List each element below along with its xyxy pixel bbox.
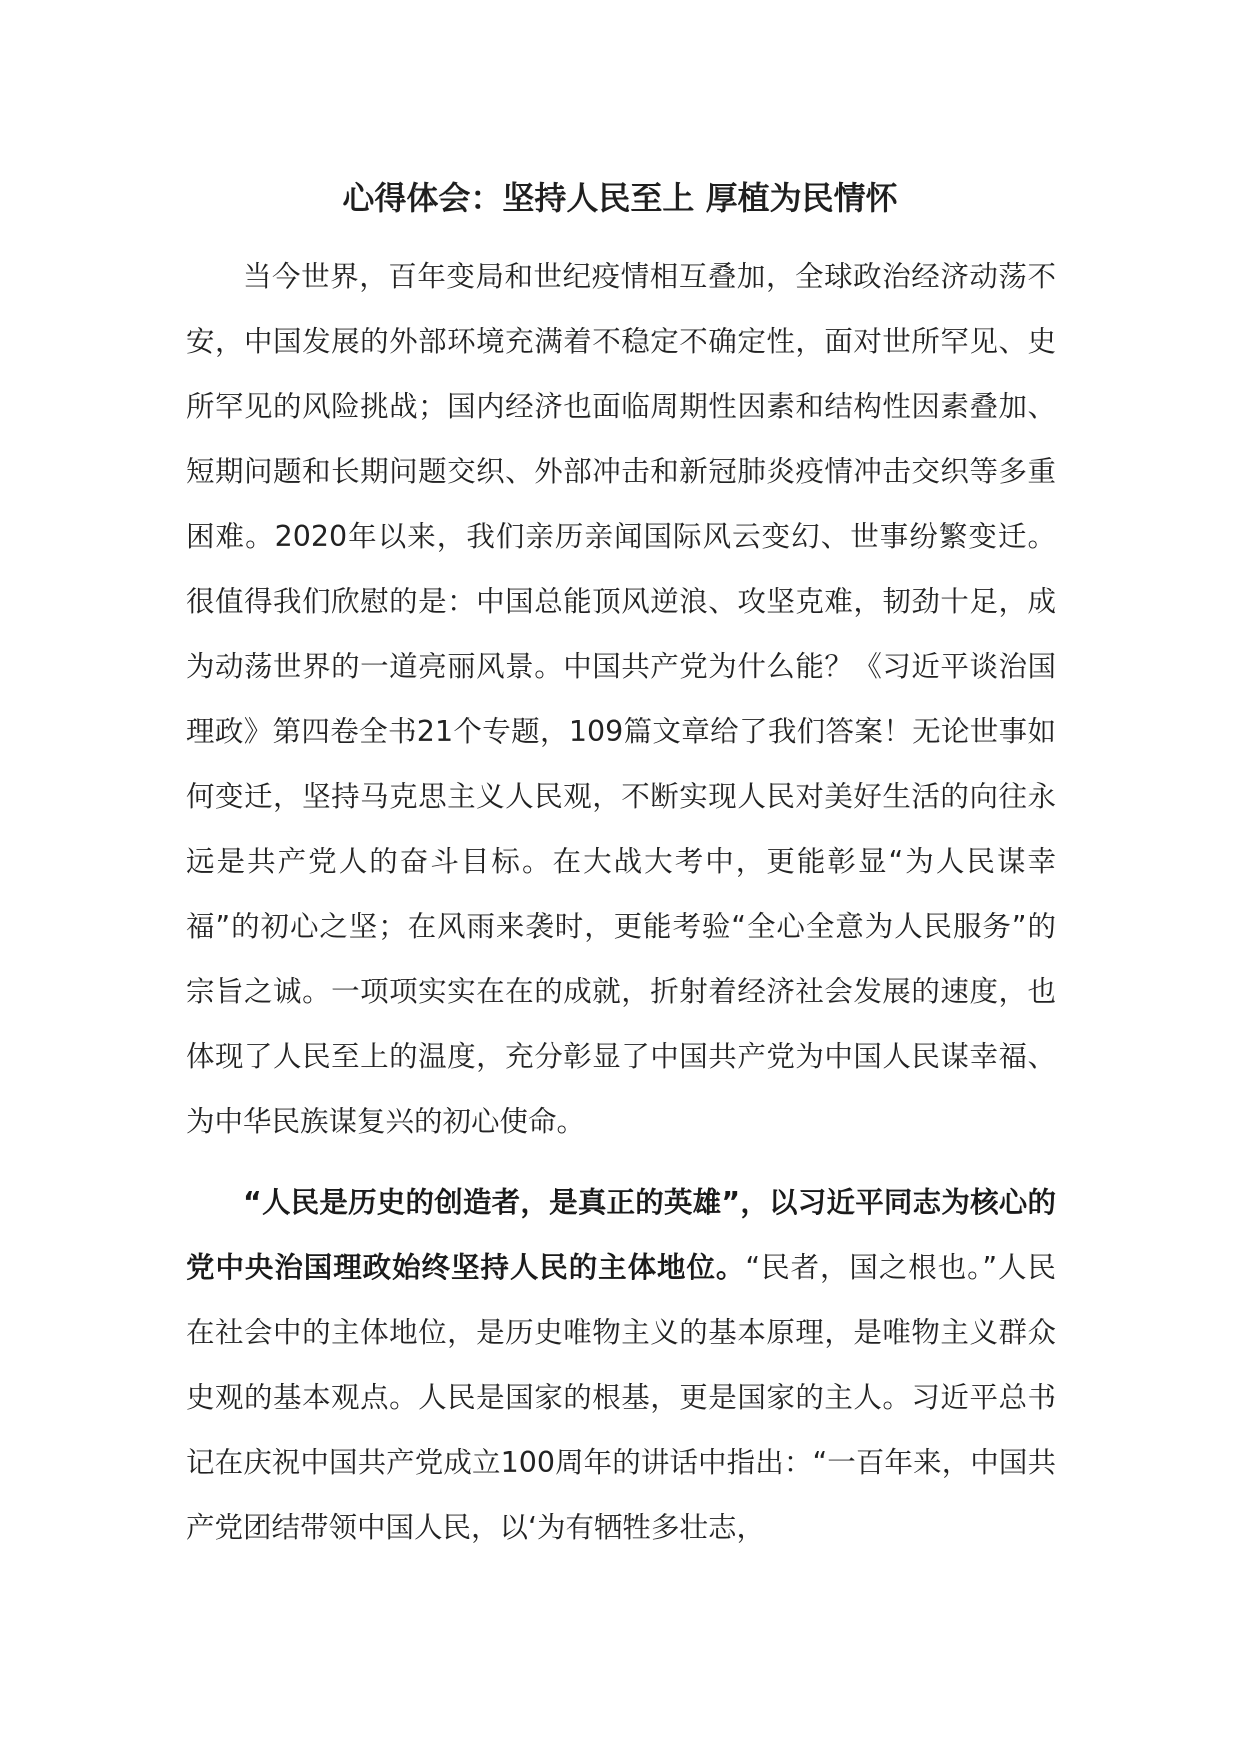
document-title: 心得体会：坚持人民至上 厚植为民情怀 xyxy=(342,179,898,217)
paragraph-1: 当今世界，百年变局和世纪疫情相互叠加，全球政治经济动荡不安，中国发展的外部环境充满着不稳定不确定性，面对世所罕见、史所罕见的风险挑战；国内经济也面临周期性因素和结构性因素叠加、短期问题和长期问题交织、外部冲击和新冠肺炎疫情冲击交织等多重困难。2020年以来，我们亲历亲闻国际风云变幻、世事纷繁变迁。很值得我们欣慰的是：中国总能顶风逆浪、攻坚克难，韧劲十足，成为动荡世界的一道亮丽风景。中国共产党为什么能？《习近平谈治国理政》第四卷全书21个专题，109篇文章给了我们答案！无论世事如何变迁，坚持马克思主义人民观，不断实现人民对美好生活的向往永远是共产党人的奋斗目标。在大战大考中，更能彰显“为人民谋幸福”的初心之坚；在风雨来袭时，更能考验“全心全意为人民服务”的宗旨之诚。一项项实实在在的成就，折射着经济社会发展的速度，也体现了人民至上的温度，充分彰显了中国共产党为中国人民谋幸福、为中华民族谋复兴的初心使命。 xyxy=(186,260,1056,1138)
paragraph-2 xyxy=(186,1170,1056,1560)
paragraph-2-text: “民者，国之根也。”人民在社会中的主体地位，是历史唯物主义的基本原理，是唯物主义群众史观的基本观点。人民是国家的根基，更是国家的主人。习近平总书记在庆祝中国共产党成立100周年的讲话中指出：“一百年来，中国共产党团结带领中国人民，以‘为有牺牲多壮志， xyxy=(186,1251,1056,1544)
paragraph-2-lead: “人民是历史的创造者，是真正的英雄”，以习近平同志为核心的党中央治国理政始终坚持人民的主体地位。 xyxy=(186,1186,1056,1284)
